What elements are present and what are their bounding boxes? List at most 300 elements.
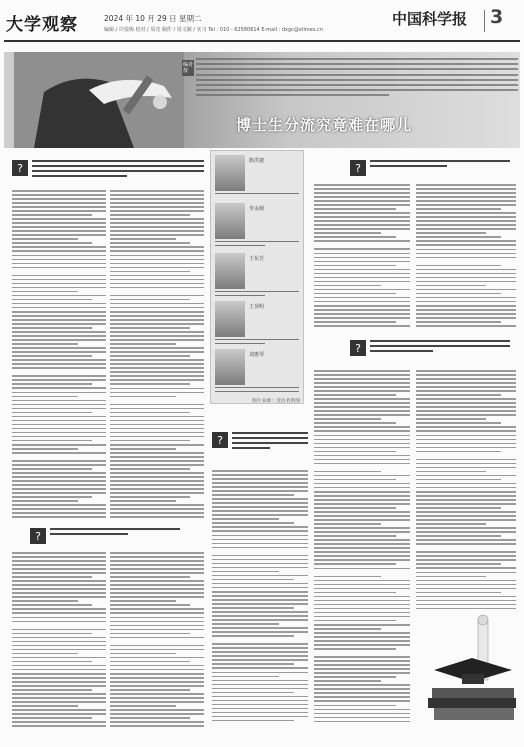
text-line (416, 321, 501, 323)
portrait-photo (215, 349, 245, 385)
text-line (314, 688, 410, 690)
text-line (212, 655, 308, 657)
text-line (12, 673, 106, 675)
text-line (314, 539, 410, 541)
text-line (212, 547, 308, 549)
text-line (12, 637, 106, 639)
text-line (12, 440, 92, 442)
text-line (416, 531, 516, 533)
text-line (110, 226, 204, 228)
text-line (110, 496, 190, 498)
interviewee-panel (210, 150, 304, 404)
column-4b (314, 370, 410, 725)
question-3 (350, 340, 510, 364)
text-line (314, 604, 410, 606)
text-line (416, 382, 516, 384)
text-line (314, 717, 410, 719)
text-line (12, 713, 106, 715)
text-line (110, 250, 204, 252)
text-line (416, 551, 516, 553)
text-line (314, 232, 381, 234)
text-line (12, 621, 106, 623)
text-line (110, 612, 204, 614)
text-line (314, 705, 396, 707)
text-line (110, 452, 204, 454)
text-line (12, 472, 106, 474)
text-line (212, 514, 308, 516)
text-line (314, 200, 410, 202)
text-line (12, 295, 106, 297)
text-line (110, 416, 204, 418)
text-line (12, 230, 106, 232)
interviewee-name: 刘惠琴 (249, 352, 265, 358)
text-line (314, 491, 410, 493)
text-line (416, 430, 516, 432)
text-line (12, 291, 78, 293)
text-line (314, 220, 410, 222)
text-line (110, 343, 176, 345)
text-line (314, 527, 410, 529)
text-line (12, 653, 78, 655)
text-line (416, 604, 516, 606)
text-line (12, 717, 92, 719)
text-line (110, 255, 204, 257)
text-line (110, 572, 204, 574)
text-line (314, 285, 381, 287)
text-line (314, 257, 410, 259)
text-line (110, 295, 204, 297)
text-line (12, 681, 106, 683)
text-line (110, 600, 176, 602)
text-line (110, 713, 204, 715)
text-line (416, 523, 486, 525)
text-line (212, 720, 294, 722)
text-line (110, 721, 204, 723)
text-line (12, 657, 106, 659)
text-line (212, 704, 308, 706)
text-line (12, 327, 92, 329)
text-line (12, 392, 106, 394)
text-line (12, 222, 106, 224)
text-line (416, 265, 501, 267)
text-line (110, 637, 204, 639)
text-line (12, 600, 78, 602)
text-line (416, 600, 516, 602)
text-line (12, 552, 106, 554)
question-mark-icon (30, 528, 46, 544)
text-line (12, 649, 106, 651)
text-line (212, 583, 308, 585)
text-line (12, 596, 106, 598)
text-line (416, 515, 516, 517)
text-line (314, 370, 410, 372)
text-line (416, 184, 516, 186)
text-line (110, 596, 204, 598)
text-line (110, 460, 204, 462)
text-line (12, 689, 92, 691)
text-line (416, 563, 501, 565)
text-line (416, 519, 516, 521)
text-line (110, 198, 204, 200)
text-line (416, 249, 516, 251)
text-line (12, 504, 106, 506)
column-5 (416, 184, 516, 329)
text-line (314, 531, 410, 533)
paper-name: 中国科学报 (392, 10, 468, 28)
text-line (110, 375, 204, 377)
text-line (110, 404, 204, 406)
column-2b (110, 552, 204, 729)
text-line (12, 323, 106, 325)
text-line (212, 700, 308, 702)
text-line (12, 721, 106, 723)
text-line (110, 379, 204, 381)
text-line (416, 204, 516, 206)
text-line (416, 535, 501, 537)
column-3 (212, 470, 308, 724)
text-line (314, 600, 410, 602)
text-line (212, 518, 279, 520)
text-line (212, 502, 308, 504)
text-line (416, 491, 516, 493)
text-line (212, 595, 308, 597)
text-line (416, 325, 516, 327)
text-line (416, 572, 516, 574)
text-line (212, 651, 308, 653)
text-line (314, 390, 410, 392)
text-line (416, 511, 516, 513)
text-line (212, 619, 308, 621)
text-line (314, 309, 410, 311)
text-line (416, 208, 501, 210)
photo-caption: 图片来源：受访者供图 (252, 399, 300, 404)
text-line (314, 261, 410, 263)
text-line (314, 523, 381, 525)
text-line (314, 644, 410, 646)
text-line (12, 279, 106, 281)
text-line (212, 478, 308, 480)
text-line (110, 315, 204, 317)
text-line (314, 568, 410, 570)
text-line (110, 709, 204, 711)
text-line (212, 486, 308, 488)
text-line (416, 414, 516, 416)
text-line (110, 383, 190, 385)
text-line (416, 370, 516, 372)
text-line (110, 516, 204, 518)
text-line (314, 700, 410, 702)
text-line (416, 285, 486, 287)
text-line (314, 269, 410, 271)
text-line (314, 535, 396, 537)
text-line (314, 648, 396, 650)
question-mark-icon (212, 432, 228, 448)
text-line (12, 512, 106, 514)
text-line (314, 709, 410, 711)
books-graduation-cap-icon (426, 612, 518, 722)
text-line (212, 506, 308, 508)
text-line (12, 645, 106, 647)
text-line (12, 492, 106, 494)
text-line (416, 269, 516, 271)
text-line (110, 568, 204, 570)
text-line (12, 331, 106, 333)
text-line (416, 293, 501, 295)
text-line (212, 498, 308, 500)
text-line (416, 495, 516, 497)
text-line (12, 206, 106, 208)
text-line (110, 347, 204, 349)
text-line (416, 459, 516, 461)
text-line (12, 379, 106, 381)
text-line (314, 507, 396, 509)
text-line (12, 263, 106, 265)
text-line (12, 661, 92, 663)
text-line (212, 712, 308, 714)
text-line (212, 659, 308, 661)
text-line (314, 281, 410, 283)
text-line (12, 363, 106, 365)
text-line (416, 463, 516, 465)
text-line (212, 539, 308, 541)
text-line (212, 559, 308, 561)
text-line (416, 443, 516, 445)
text-line (416, 576, 486, 578)
column-4 (314, 184, 410, 329)
text-line (314, 713, 410, 715)
text-line (110, 725, 204, 727)
text-line (110, 339, 204, 341)
text-line (110, 388, 204, 390)
text-line (314, 692, 410, 694)
text-line (212, 474, 308, 476)
text-line (212, 696, 308, 698)
text-line (12, 697, 106, 699)
text-line (314, 435, 410, 437)
text-line (12, 665, 106, 667)
text-line (12, 508, 106, 510)
text-line (416, 435, 516, 437)
text-line (110, 359, 204, 361)
text-line (110, 448, 176, 450)
text-line (416, 475, 516, 477)
text-line (314, 479, 396, 481)
text-line (110, 412, 190, 414)
text-line (110, 246, 204, 248)
text-line (416, 398, 516, 400)
question-1 (12, 160, 204, 188)
text-line (416, 471, 486, 473)
text-line (212, 522, 294, 524)
text-line (12, 202, 106, 204)
section-title: 大学观察 (6, 15, 78, 35)
text-line (416, 297, 516, 299)
svg-text:?: ? (355, 162, 361, 175)
text-line (110, 218, 204, 220)
text-line (416, 257, 516, 259)
text-line (110, 705, 176, 707)
text-line (416, 402, 516, 404)
text-line (416, 188, 516, 190)
text-line (110, 263, 204, 265)
graduate-holding-diploma-photo (14, 52, 184, 148)
text-line (12, 311, 106, 313)
text-line (12, 396, 78, 398)
text-line (212, 470, 308, 472)
text-line (314, 414, 410, 416)
text-line (12, 355, 92, 357)
text-line (314, 640, 410, 642)
text-line (314, 208, 396, 210)
text-line (416, 313, 516, 315)
text-line (12, 267, 106, 269)
text-line (314, 576, 381, 578)
text-line (110, 701, 204, 703)
text-line (212, 688, 308, 690)
text-line (12, 250, 106, 252)
text-line (110, 202, 204, 204)
text-line (12, 218, 106, 220)
text-line (314, 588, 410, 590)
text-line (110, 645, 204, 647)
text-line (12, 604, 92, 606)
text-line (314, 624, 410, 626)
text-line (110, 677, 204, 679)
text-line (314, 563, 396, 565)
text-line (12, 516, 106, 518)
text-line (110, 480, 204, 482)
text-line (314, 463, 410, 465)
text-line (12, 246, 106, 248)
text-line (12, 556, 106, 558)
text-line (110, 367, 204, 369)
text-line (416, 232, 486, 234)
text-line (314, 426, 410, 428)
text-line (416, 277, 516, 279)
text-line (416, 236, 501, 238)
text-line (416, 487, 516, 489)
text-line (12, 420, 106, 422)
text-line (12, 238, 78, 240)
text-line (12, 303, 106, 305)
text-line (110, 242, 190, 244)
text-line (314, 216, 410, 218)
text-line (212, 482, 308, 484)
text-line (12, 214, 92, 216)
text-line (314, 248, 410, 250)
text-line (12, 383, 92, 385)
text-line (110, 351, 204, 353)
text-line (416, 196, 516, 198)
text-line (314, 672, 410, 674)
text-line (12, 416, 106, 418)
text-line (110, 476, 204, 478)
text-line (110, 194, 204, 196)
text-line (110, 673, 204, 675)
text-line (212, 494, 294, 496)
text-line (110, 552, 204, 554)
text-line (110, 432, 204, 434)
text-line (110, 271, 190, 273)
text-line (212, 490, 308, 492)
text-line (314, 240, 410, 242)
text-line (416, 317, 516, 319)
text-line (12, 488, 106, 490)
text-line (12, 468, 92, 470)
text-line (416, 378, 516, 380)
text-line (212, 530, 308, 532)
text-line (416, 253, 516, 255)
text-line (416, 394, 501, 396)
text-line (314, 612, 410, 614)
text-line (314, 192, 410, 194)
text-line (12, 701, 106, 703)
text-line (416, 527, 516, 529)
text-line (110, 576, 190, 578)
text-line (212, 631, 308, 633)
text-line (12, 375, 106, 377)
text-line (110, 649, 204, 651)
text-line (110, 681, 204, 683)
text-line (416, 451, 501, 453)
text-line (416, 406, 516, 408)
text-line (416, 584, 516, 586)
text-line (314, 660, 410, 662)
question-2 (350, 160, 510, 180)
text-line (110, 456, 204, 458)
text-line (416, 244, 516, 246)
text-line (110, 629, 204, 631)
text-line (110, 512, 204, 514)
text-line (12, 677, 106, 679)
text-line (12, 496, 92, 498)
text-line (212, 627, 308, 629)
text-line (314, 402, 410, 404)
text-line (110, 238, 176, 240)
text-line (314, 676, 396, 678)
text-line (12, 484, 106, 486)
text-line (110, 488, 204, 490)
text-line (212, 510, 308, 512)
text-line (12, 404, 106, 406)
text-line (110, 717, 190, 719)
text-line (314, 212, 410, 214)
text-line (314, 430, 410, 432)
text-line (314, 188, 410, 190)
interviewee-name: 陈洪捷 (249, 158, 265, 164)
text-line (212, 708, 308, 710)
text-line (212, 579, 294, 581)
text-line (314, 277, 410, 279)
text-line (314, 551, 410, 553)
text-line (314, 487, 410, 489)
text-line (314, 696, 410, 698)
text-line (314, 398, 410, 400)
text-line (416, 426, 516, 428)
question-middle (212, 432, 308, 460)
text-line (110, 230, 204, 232)
text-line (416, 479, 501, 481)
text-line (314, 313, 410, 315)
page-number: 3 (490, 6, 504, 28)
text-line (416, 301, 516, 303)
text-line (416, 483, 516, 485)
text-line (212, 647, 308, 649)
text-line (12, 500, 78, 502)
text-line (314, 636, 410, 638)
text-line (110, 464, 204, 466)
text-line (314, 406, 410, 408)
